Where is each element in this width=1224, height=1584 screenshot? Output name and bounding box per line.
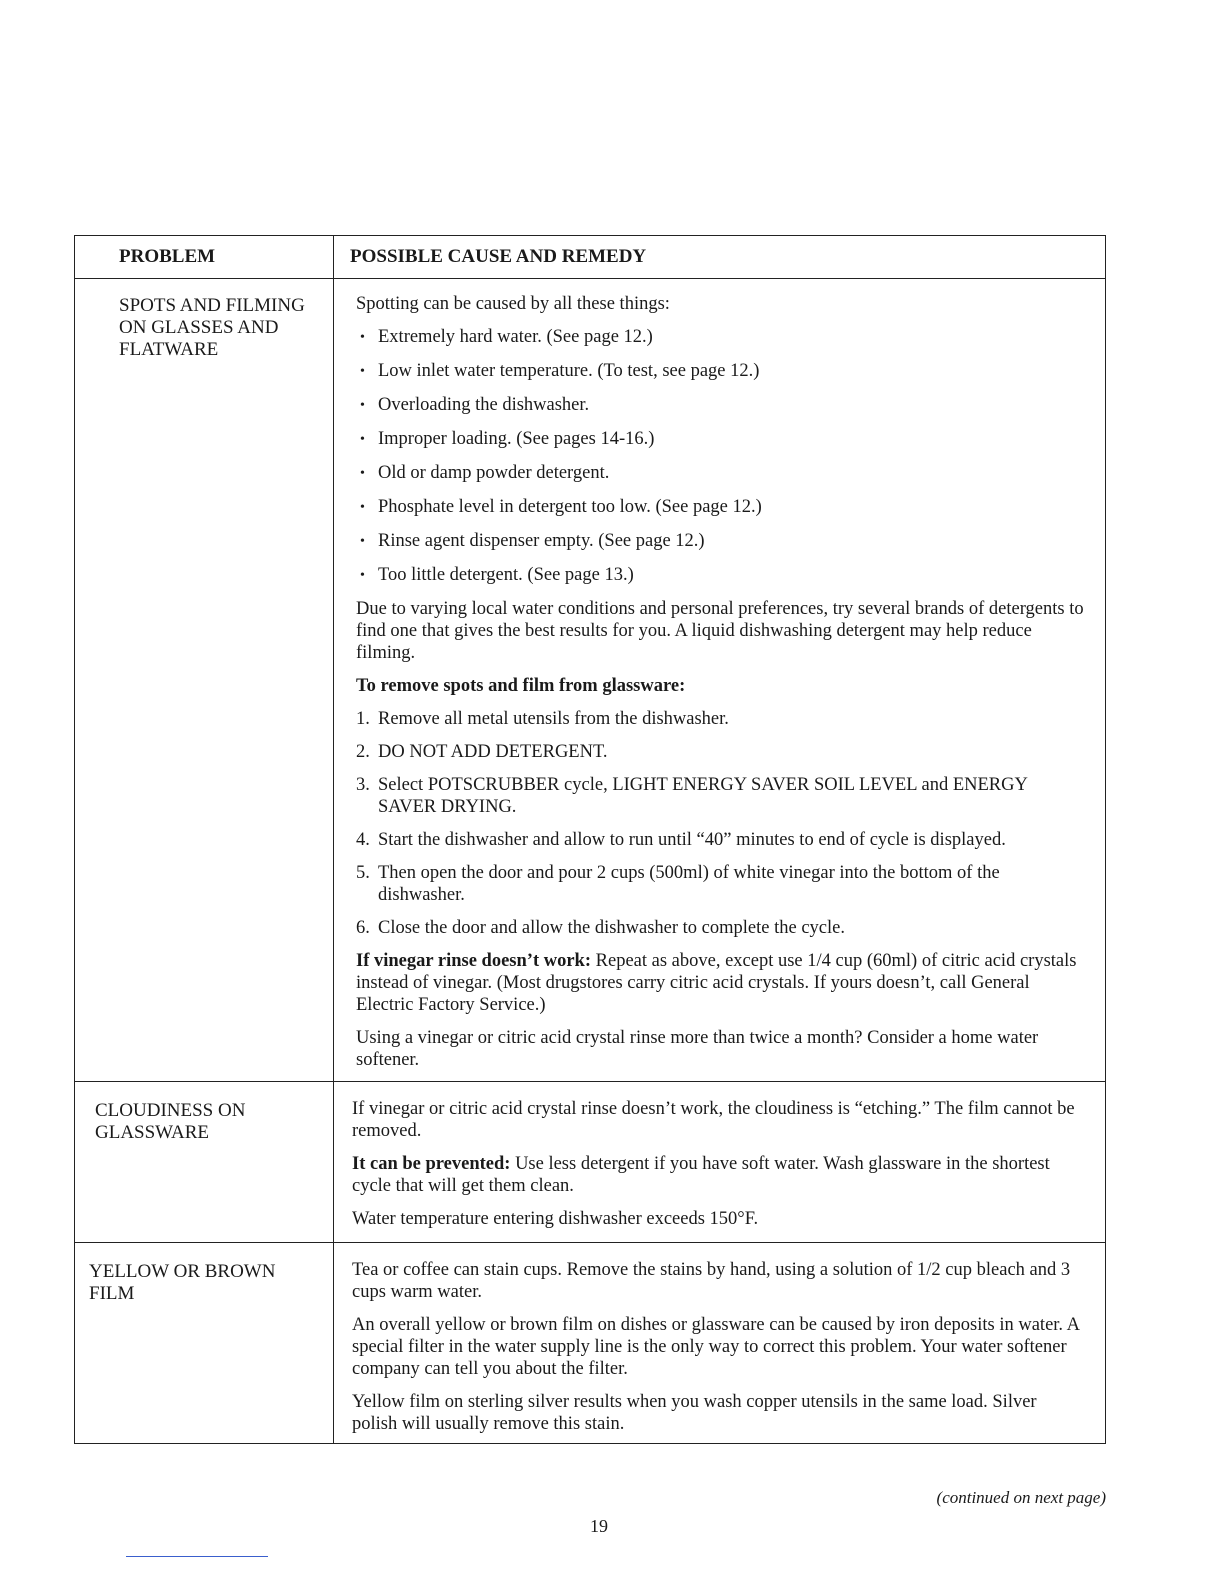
list-item: • Too little detergent. (See page 13.) — [356, 564, 1085, 587]
continued-note: (continued on next page) — [936, 1488, 1106, 1507]
table-header — [75, 236, 1105, 279]
table-row — [75, 1243, 1105, 1443]
table-row — [75, 279, 1105, 1082]
remedy-cloudiness — [333, 1082, 1105, 1242]
problem-cloudiness: CLOUDINESS ON GLASSWARE — [95, 1100, 246, 1143]
table-row — [75, 1082, 1105, 1243]
list-item: • Overloading the dishwasher. — [356, 394, 1085, 417]
step-item: 4. Start the dishwasher and allow to run until “40” minutes to end of cycle is displayed. — [356, 830, 1006, 850]
header-remedy: POSSIBLE CAUSE AND REMEDY — [333, 236, 1105, 278]
step-item: 5. Then open the door and pour 2 cups (500ml) of white vinegar into the bottom of the dishwasher. — [356, 863, 1000, 905]
step-item: 3. Select POTSCRUBBER cycle, LIGHT ENERGY SAVER SOIL LEVEL and ENERGY SAVER DRYING. — [356, 775, 1028, 817]
temperature-paragraph: Water temperature entering dishwasher exceeds 150°F. — [352, 1209, 759, 1229]
list-item: • Low inlet water temperature. (To test, see page 12.) — [356, 360, 1085, 383]
problem-spots-filming: SPOTS AND FILMING ON GLASSES AND FLATWARE — [119, 295, 305, 360]
step-item: 1. Remove all metal utensils from the dishwasher. — [356, 709, 729, 729]
list-item: • Old or damp powder detergent. — [356, 462, 1085, 485]
problem-yellow-film: YELLOW OR BROWN FILM — [89, 1261, 276, 1304]
remedy-spots-filming — [333, 279, 1105, 1081]
list-item: • Rinse agent dispenser empty. (See page 12.) — [356, 530, 1085, 553]
cloudiness-paragraph: If vinegar or citric acid crystal rinse doesn’t work, the cloudiness is “etching.” The film cannot be removed. — [352, 1099, 1075, 1141]
list-item: • Phosphate level in detergent too low. (See page 12.) — [356, 496, 1085, 519]
silver-paragraph: Yellow film on sterling silver results when you wash copper utensils in the same load. Silver polish will usually remove this stain. — [352, 1392, 1037, 1434]
vinegar-paragraph: If vinegar rinse doesn’t work: Repeat as above, except use 1/4 cup (60ml) of citric acid crystals instead of vinegar. (Most drugstores carry citric acid crystals. If yours doesn’t, call General Electric Factory Service.) — [356, 951, 1077, 1015]
stain-paragraph: Tea or coffee can stain cups. Remove the stains by hand, using a solution of 1/2 cup bleach and 3 cups warm water. — [352, 1260, 1071, 1302]
prevent-paragraph: It can be prevented: Use less detergent if you have soft water. Wash glassware in the shortest cycle that will get them clean. — [352, 1154, 1050, 1196]
remove-spots-heading: To remove spots and film from glassware: — [356, 676, 686, 696]
troubleshooting-table — [74, 235, 1106, 1444]
blue-rule-line — [126, 1556, 268, 1557]
step-item: 6. Close the door and allow the dishwasher to complete the cycle. — [356, 918, 845, 938]
spots-intro: Spotting can be caused by all these things: — [356, 294, 670, 314]
iron-paragraph: An overall yellow or brown film on dishes or glassware can be caused by iron deposits in water. A special filter in the water supply line is the only way to correct this problem. Your water softener company can tell you about the filter. — [352, 1315, 1079, 1379]
list-item: • Extremely hard water. (See page 12.) — [356, 326, 1085, 349]
spots-paragraph: Due to varying local water conditions and personal preferences, try several brands of detergents to find one that gives the best results for you. A liquid dishwashing detergent may help reduce filming. — [356, 599, 1084, 663]
page-number: 19 — [590, 1516, 608, 1536]
header-problem: PROBLEM — [119, 246, 216, 267]
softener-paragraph: Using a vinegar or citric acid crystal rinse more than twice a month? Consider a home water softener. — [356, 1028, 1039, 1070]
remedy-yellow-film — [333, 1243, 1105, 1443]
step-item: 2. DO NOT ADD DETERGENT. — [356, 742, 608, 762]
list-item: • Improper loading. (See pages 14-16.) — [356, 428, 1085, 451]
